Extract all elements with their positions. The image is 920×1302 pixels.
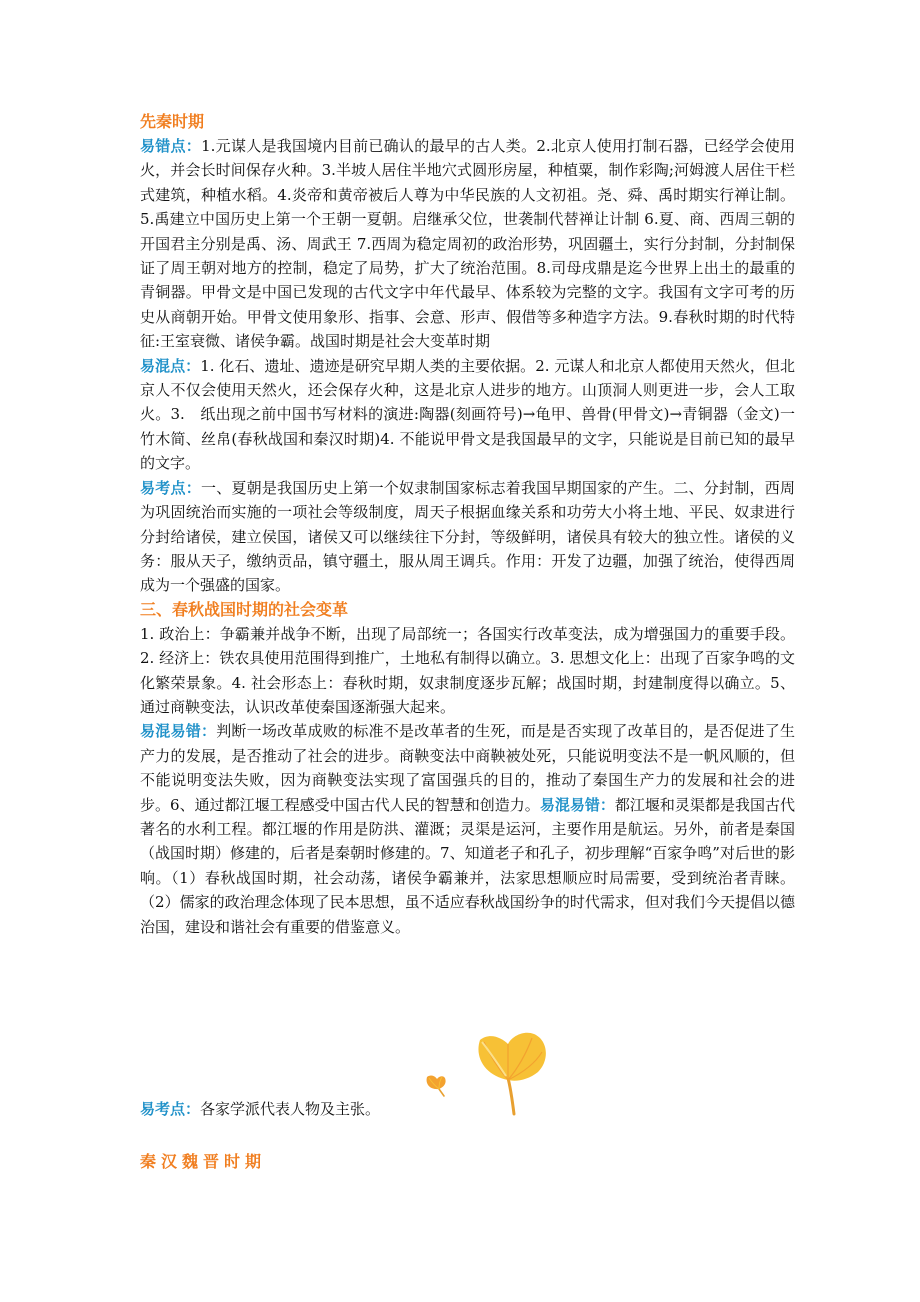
label-yihun: 易混点： (140, 356, 201, 375)
label-yihun-yicuo-2: 易混易错： (539, 795, 615, 814)
text-yikao-2: 各家学派代表人物及主张。 (200, 1100, 381, 1118)
paragraph-yihun-yicuo (140, 719, 795, 939)
paragraph-chunqiu: 1. 政治上：争霸兼并战争不断，出现了局部统一；各国实行改革变法，成为增强国力的重要手段。2. 经济上：铁农具使用范围得到推广，土地私有制得以确立。3. 思想文化上：出现了百家争鸣的文化繁荣景象。4. 社会形态上：春秋时期，奴隶制度逐步瓦解；战国时期，封建制度得以确立。5、通过商鞅变法，认识改革使秦国逐渐强大起来。 (140, 624, 795, 716)
next-section-block (140, 1150, 795, 1174)
section-title-xianqin: 先秦时期 (140, 112, 205, 131)
paragraph-yihun (140, 354, 795, 476)
label-yicuo: 易错点： (140, 137, 202, 155)
section-title-qinhan: 秦汉魏晋时期 (140, 1152, 267, 1171)
paragraph-yikao-1 (140, 476, 795, 598)
footer-block (140, 1097, 795, 1121)
label-yikao-2: 易考点： (140, 1100, 201, 1118)
small-ginkgo-leaf-icon (422, 1072, 450, 1100)
label-yikao-1: 易考点： (140, 478, 201, 497)
text-yikao-1: 一、夏朝是我国历史上第一个奴隶制国家标志着我国早期国家的产生。二、分封制，西周为巩固统治而实施的一项社会等级制度，周天子根据血缘关系和功劳大小将土地、平民、奴隶进行分封给诸侯，建立侯国，诸侯又可以继续往下分封，等级鲜明，诸侯具有较大的独立性。诸侯的义务：服从天子，缴纳贡品，镇守疆土，服从周王调兵。作用：开发了边疆，加强了统治，使得西周成为一个强盛的国家。 (140, 478, 795, 595)
label-yihun-yicuo-1: 易混易错： (140, 722, 217, 741)
text-yihun: 1. 化石、遗址、遗迹是研究早期人类的主要依据。2. 元谋人和北京人都使用天然火，但北京人不仅会使用天然火，还会保存火种，这是北京人进步的地方。山顶洞人则更进一步，会人工取火。3. 纸出现之前中国书写材料的演进:陶器(刻画符号)→龟甲、兽骨(甲骨文)→青铜器（金文)一竹木简、丝帛(春秋战国和秦汉时期)4. 不能说甲骨文是我国最早的文字，只能说是目前已知的最早的文字。 (140, 356, 795, 473)
text-yihun-yicuo-1: 判断一场改革成败的标准不是改革者的生死，而是是否实现了改革目的，是否促进了生产力的发展，是否推动了社会的进步。商鞅变法中商鞅被处死，只能说明变法不是一帆风顺的，但不能说明变法失败，因为商鞅变法实现了富国强兵的目的，推动了秦国生产力的发展和社会的进步。6、通过都江堰工程感受中国古代人民的智慧和创造力。 (140, 722, 795, 814)
paragraph-yikao-2 (140, 1097, 795, 1121)
paragraph-yicuo (140, 134, 795, 354)
document-page (140, 110, 795, 939)
text-yicuo: 1.元谋人是我国境内目前已确认的最早的古人类。2.北京人使用打制石器，已经学会使用火，并会长时间保存火种。3.半坡人居住半地穴式圆形房屋，种植粟，制作彩陶;河姆渡人居住干栏式建筑，种植水稻。4.炎帝和黄帝被后人尊为中华民族的人文初祖。尧、舜、禹时期实行禅让制。5.禹建立中国历史上第一个王朝一夏朝。启继承父位，世袭制代替禅让计制 6.夏、商、西周三朝的开国君主分别是禹、汤、周武王 7.西周为稳定周初的政治形势，巩固疆土，实行分封制，分封制保证了周王朝对地方的控制，稳定了局势，扩大了统治范围。8.司母戌鼎是迄今世界上出土的最重的青铜器。甲骨文是中国已发现的古代文字中年代最早、体系较为完整的文字。我国有文字可考的历史从商朝开始。甲骨文使用象形、指事、会意、形声、假借等多种造字方法。9.春秋时期的时代特征:王室衰微、诸侯争霸。战国时期是社会大变革时期 (140, 137, 795, 351)
section-title-chunqiu: 三、春秋战国时期的社会变革 (140, 599, 349, 619)
text-yihun-yicuo-2: 都江堰和灵渠都是我国古代著名的水利工程。都江堰的作用是防洪、灌溉；灵渠是运河，主要作用是航运。另外，前者是秦国（战国时期）修建的，后者是秦朝时修建的。7、知道老子和孔子，初步理解“百家争鸣”对后世的影响。（1）春秋战国时期，社会动荡，诸侯争霸兼并，法家思想顺应时局需要，受到统治者青睐。（2）儒家的政治理念体现了民本思想，虽不适应春秋战国纷争的时代需求，但对我们今天提倡以德治国，建设和谐社会有重要的借鉴意义。 (140, 795, 795, 936)
